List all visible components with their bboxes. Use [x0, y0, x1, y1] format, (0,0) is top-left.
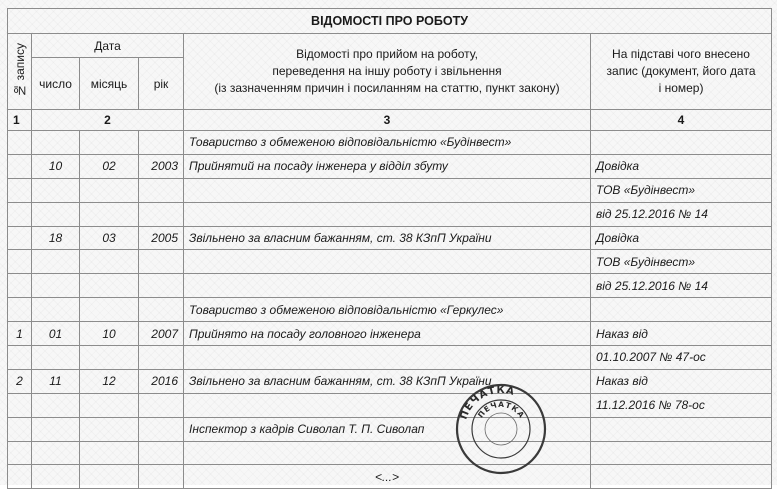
header-record-no-label: № запису — [12, 42, 27, 98]
header-date: Дата — [32, 34, 184, 58]
cell-year — [139, 131, 184, 155]
table-title: ВІДОМОСТІ ПРО РОБОТУ — [8, 9, 772, 34]
cell-day — [32, 274, 80, 298]
header-day: число — [32, 58, 80, 110]
cell-month — [80, 178, 139, 202]
cell-record-no — [8, 154, 32, 178]
cell-info: Інспектор з кадрів Сиволап Т. П. Сиволап — [184, 417, 591, 441]
header-basis-line: На підставі чого внесено — [612, 47, 750, 61]
cell-info: Звільнено за власним бажанням, ст. 38 КЗпП України — [184, 369, 591, 393]
column-number: 4 — [591, 110, 772, 131]
cell-year — [139, 202, 184, 226]
header-year: рік — [139, 58, 184, 110]
cell-info: Товариство з обмеженою відповідальністю «Будінвест» — [184, 131, 591, 155]
cell-day — [32, 250, 80, 274]
header-basis-line: запис (документ, його дата — [606, 64, 756, 78]
cell-info: Товариство з обмеженою відповідальністю «Геркулес» — [184, 298, 591, 322]
column-number: 3 — [184, 110, 591, 131]
cell-info: Прийнято на посаду головного інженера — [184, 322, 591, 346]
cell-day — [32, 131, 80, 155]
table-row — [8, 154, 772, 178]
cell-year — [139, 393, 184, 417]
cell-info — [184, 346, 591, 370]
cell-day — [32, 465, 80, 489]
table-row — [8, 369, 772, 393]
cell-year: 2005 — [139, 226, 184, 250]
cell-basis: Наказ від — [591, 322, 772, 346]
cell-basis — [591, 131, 772, 155]
cell-year — [139, 274, 184, 298]
cell-basis: ТОВ «Будінвест» — [591, 250, 772, 274]
header-basis-line: і номер) — [658, 81, 704, 95]
cell-month — [80, 202, 139, 226]
cell-basis: Довідка — [591, 226, 772, 250]
cell-day — [32, 298, 80, 322]
header-record-no — [8, 34, 32, 110]
header-info-line: (із зазначенням причин і посиланням на статтю, пункт закону) — [214, 81, 560, 95]
cell-record-no — [8, 441, 32, 465]
cell-info — [184, 202, 591, 226]
cell-record-no — [8, 274, 32, 298]
cell-month — [80, 441, 139, 465]
cell-record-no — [8, 298, 32, 322]
cell-month — [80, 346, 139, 370]
table-row — [8, 346, 772, 370]
cell-month: 10 — [80, 322, 139, 346]
cell-month: 02 — [80, 154, 139, 178]
cell-record-no — [8, 202, 32, 226]
table-row — [8, 298, 772, 322]
cell-record-no — [8, 346, 32, 370]
column-number-row — [8, 110, 772, 131]
stamp-outer-text: ПЕЧАТКА — [458, 384, 517, 422]
cell-month: 12 — [80, 369, 139, 393]
cell-day: 10 — [32, 154, 80, 178]
cell-info — [184, 441, 591, 465]
cell-record-no: 1 — [8, 322, 32, 346]
cell-day: 11 — [32, 369, 80, 393]
cell-basis: від 25.12.2016 № 14 — [591, 202, 772, 226]
cell-record-no — [8, 250, 32, 274]
cell-year — [139, 178, 184, 202]
cell-day: 01 — [32, 322, 80, 346]
cell-basis: від 25.12.2016 № 14 — [591, 274, 772, 298]
cell-record-no — [8, 393, 32, 417]
stamp-inner-text: ПЕЧАТКА — [475, 399, 527, 421]
cell-year — [139, 417, 184, 441]
table-row — [8, 465, 772, 489]
table-row — [8, 322, 772, 346]
header-month: місяць — [80, 58, 139, 110]
work-record-table — [7, 8, 772, 489]
cell-info — [184, 274, 591, 298]
cell-record-no — [8, 178, 32, 202]
cell-month — [80, 417, 139, 441]
cell-year: 2007 — [139, 322, 184, 346]
table-row — [8, 393, 772, 417]
cell-info — [184, 250, 591, 274]
cell-month — [80, 131, 139, 155]
cell-info: <...> — [184, 465, 591, 489]
cell-day — [32, 441, 80, 465]
table-row — [8, 178, 772, 202]
cell-day — [32, 417, 80, 441]
cell-info: Звільнено за власним бажанням, ст. 38 КЗпП України — [184, 226, 591, 250]
cell-month — [80, 298, 139, 322]
cell-basis — [591, 465, 772, 489]
cell-year — [139, 250, 184, 274]
column-number: 1 — [8, 110, 32, 131]
cell-month — [80, 465, 139, 489]
cell-record-no — [8, 465, 32, 489]
cell-info: Прийнятий на посаду інженера у відділ збуту — [184, 154, 591, 178]
cell-record-no — [8, 417, 32, 441]
table-row — [8, 441, 772, 465]
table-row — [8, 274, 772, 298]
header-info — [184, 34, 591, 110]
cell-year: 2016 — [139, 369, 184, 393]
cell-day — [32, 346, 80, 370]
cell-year — [139, 346, 184, 370]
cell-record-no — [8, 226, 32, 250]
table-row — [8, 202, 772, 226]
cell-month: 03 — [80, 226, 139, 250]
header-info-line: Відомості про прийом на роботу, — [296, 47, 478, 61]
cell-year — [139, 441, 184, 465]
cell-info — [184, 393, 591, 417]
cell-day — [32, 393, 80, 417]
cell-month — [80, 250, 139, 274]
cell-basis — [591, 298, 772, 322]
table-row — [8, 250, 772, 274]
cell-basis: Довідка — [591, 154, 772, 178]
cell-basis: ТОВ «Будінвест» — [591, 178, 772, 202]
header-info-line: переведення на іншу роботу і звільнення — [272, 64, 502, 78]
cell-month — [80, 393, 139, 417]
cell-basis: 01.10.2007 № 47-ос — [591, 346, 772, 370]
cell-year: 2003 — [139, 154, 184, 178]
cell-year — [139, 298, 184, 322]
cell-month — [80, 274, 139, 298]
cell-year — [139, 465, 184, 489]
cell-basis: Наказ від — [591, 369, 772, 393]
cell-basis — [591, 417, 772, 441]
column-number: 2 — [32, 110, 184, 131]
cell-record-no: 2 — [8, 369, 32, 393]
table-row — [8, 417, 772, 441]
header-basis — [591, 34, 772, 110]
cell-basis: 11.12.2016 № 78-ос — [591, 393, 772, 417]
cell-basis — [591, 441, 772, 465]
table-row — [8, 131, 772, 155]
cell-day — [32, 178, 80, 202]
cell-record-no — [8, 131, 32, 155]
cell-info — [184, 178, 591, 202]
cell-day — [32, 202, 80, 226]
cell-day: 18 — [32, 226, 80, 250]
table-row — [8, 226, 772, 250]
